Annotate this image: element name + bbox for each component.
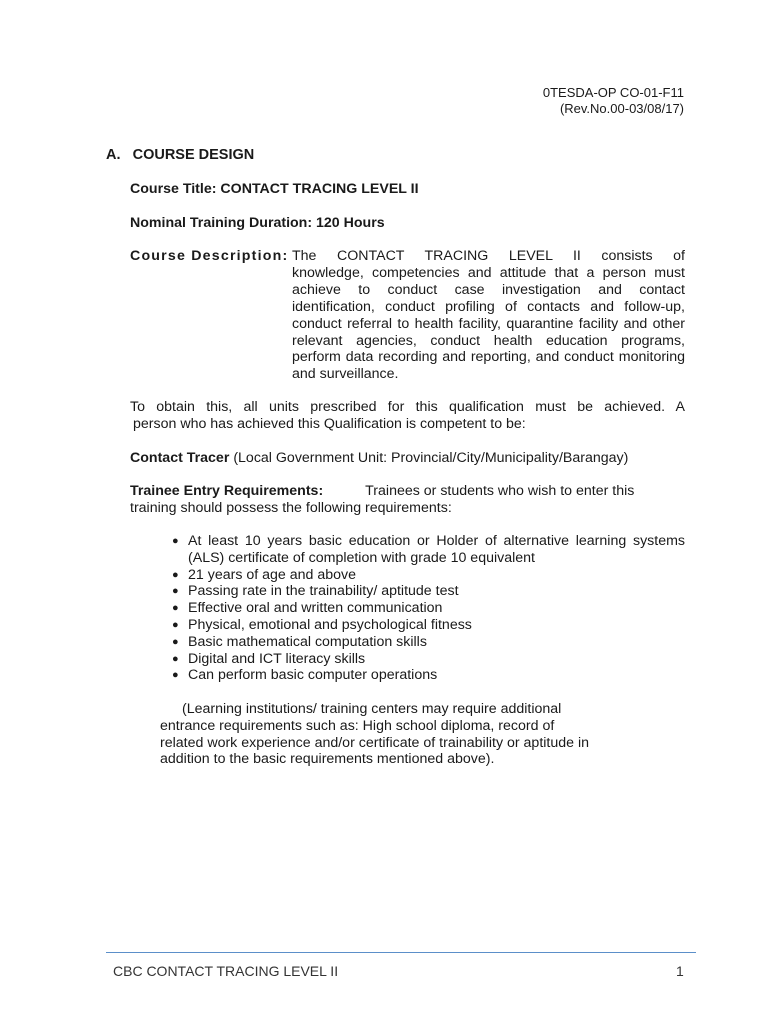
bullet-icon: ● [172, 568, 179, 581]
course-title-line [130, 181, 419, 197]
occupation-title: Contact Tracer [130, 450, 230, 466]
requirements-list [172, 533, 685, 684]
revision-number: (Rev.No.00-03/08/17) [559, 101, 684, 116]
qualification-paragraph [130, 399, 685, 433]
bullet-icon: ● [172, 535, 179, 547]
note-line-3: related work experience and/or certificate of trainability or aptitude in [160, 734, 590, 751]
section-heading [106, 147, 254, 163]
note-line-4: addition to the basic requirements mentioned above). [160, 751, 495, 768]
entry-requirements-text-2: training should possess the following requirements: [130, 499, 452, 516]
section-letter: A. [106, 147, 121, 163]
page-number: 1 [676, 963, 684, 979]
course-description [292, 248, 685, 383]
list-item: ● At least 10 years basic education or Holder of alternative learning systems (ALS) certificate of completion with grade 10 equivalent [172, 533, 685, 566]
course-description-label: Course Description: [130, 248, 289, 264]
duration-label: Nominal Training Duration: [130, 215, 313, 231]
course-description-first-line: The CONTACT TRACING LEVEL II consists of [292, 248, 685, 264]
list-item: ● Effective oral and written communication [172, 600, 443, 617]
bullet-icon: ● [172, 585, 179, 598]
qualification-line-1: To obtain this, all units prescribed for this qualification must be achieved. A [130, 399, 685, 415]
footer-title: CBC CONTACT TRACING LEVEL II [113, 963, 339, 979]
entry-requirements-intro [130, 483, 679, 517]
occupation-line [130, 450, 628, 466]
course-title-label: Course Title: [130, 181, 217, 197]
bullet-icon: ● [172, 618, 179, 631]
doc-code: 0TESDA-OP CO-01-F11 [542, 85, 684, 100]
duration-value: 120 Hours [316, 215, 385, 231]
additional-requirements-note [160, 701, 630, 768]
entry-requirements-label: Trainee Entry Requirements: [130, 483, 324, 499]
document-reference [543, 85, 684, 117]
list-item: ● Physical, emotional and psychological fitness [172, 616, 472, 633]
list-item: ● Passing rate in the trainability/ aptitude test [172, 583, 459, 600]
bullet-icon: ● [172, 652, 179, 665]
bullet-icon: ● [172, 635, 179, 648]
section-title: COURSE DESIGN [132, 147, 255, 163]
list-item: ● Can perform basic computer operations [172, 667, 438, 684]
list-item: ● Digital and ICT literacy skills [172, 650, 366, 667]
list-item: ● 21 years of age and above [172, 566, 357, 583]
duration-line [130, 215, 385, 231]
note-line-1: (Learning institutions/ training centers may require additional [182, 701, 562, 717]
course-description-body: knowledge, competencies and attitude that a person must achieve to conduct case investigation and contact identification, conduct profiling of contacts and follow-up, conduct referral to health facility, quarantine facility and other relevant agencies, conduct health education programs, perform data recording and reporting, and conduct monitoring and surveillance. [292, 264, 685, 383]
bullet-icon: ● [172, 602, 179, 615]
footer-divider [106, 952, 696, 953]
occupation-detail: (Local Government Unit: Provincial/City/Municipality/Barangay) [233, 450, 629, 466]
note-line-2: entrance requirements such as: High school diploma, record of [160, 717, 555, 734]
bullet-icon: ● [172, 669, 179, 682]
course-title-value: CONTACT TRACING LEVEL II [220, 181, 419, 197]
qualification-line-2: person who has achieved this Qualification is competent to be: [133, 415, 526, 432]
list-item: ● Basic mathematical computation skills [172, 633, 427, 650]
entry-requirements-text-1: Trainees or students who wish to enter this [365, 483, 635, 499]
